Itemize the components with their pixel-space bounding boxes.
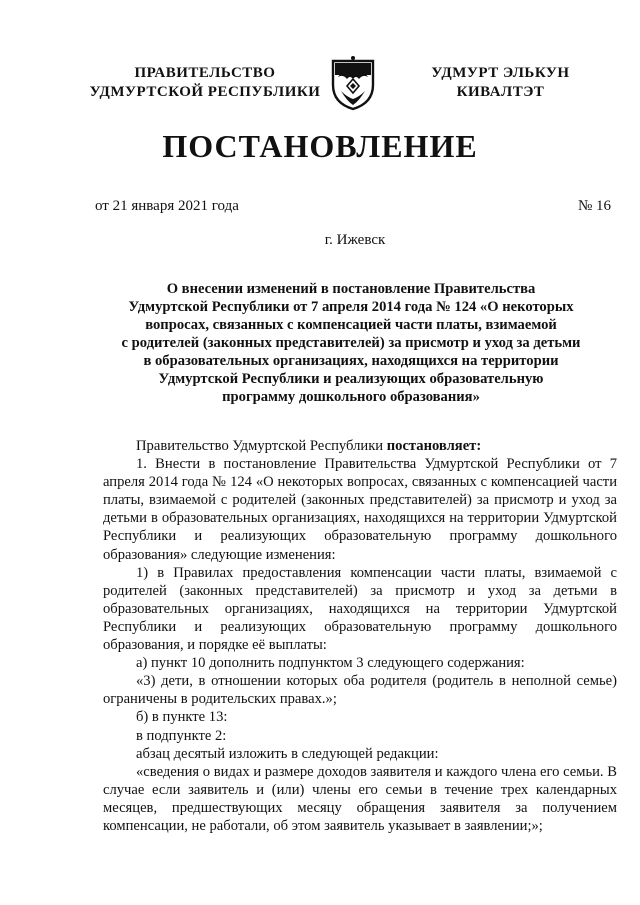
heading-line: в образовательных организациях, находящихся на территории	[143, 353, 559, 369]
heading-line: Удмуртской Республики и реализующих образовательную	[158, 371, 544, 387]
intro-text: Правительство Удмуртской Республики	[136, 438, 387, 454]
paragraph-1: 1. Внести в постановление Правительства Удмуртской Республики от 7 апреля 2014 года № 124 «О некоторых вопросах, связанных с компенсацией части платы, взимаемой с родителей (законных представителей) за присмотр и уход за детьми в образовательных организациях, находящихся на территории Удмуртской Республики и реализующих образовательную программу дошкольного образования» следующие изменения:	[103, 456, 617, 563]
government-name-udmurt-line2: КИВАЛТЭТ	[456, 84, 545, 100]
heading-line: Удмуртской Республики от 7 апреля 2014 года № 124 «О некоторых	[128, 299, 574, 315]
heading-line: вопросах, связанных с компенсацией части платы, взимаемой	[145, 317, 557, 333]
heading-line: с родителей (законных представителей) за присмотр и уход за детьми	[121, 335, 581, 351]
paragraph-3: а) пункт 10 дополнить подпунктом 3 следующего содержания:	[136, 655, 525, 672]
paragraph-7: абзац десятый изложить в следующей редакции:	[136, 745, 439, 762]
paragraph-2: 1) в Правилах предоставления компенсации части платы, взимаемой с родителей (законных представителей) за присмотр и уход за детьми в образовательных организациях, находящихся на территории Удмуртской Республики и реализующих образовательную программу дошкольного образования, и порядке её выплаты:	[103, 564, 617, 654]
paragraph-6: в подпункте 2:	[136, 727, 227, 744]
paragraph-4: «3) дети, в отношении которых оба родителя (родитель в неполной семье) ограничены в родительских правах.»;	[103, 673, 617, 708]
document-date: от 21 января 2021 года	[95, 198, 239, 214]
document-city: г. Ижевск	[324, 232, 386, 248]
government-name-line2: УДМУРТСКОЙ РЕСПУБЛИКИ	[89, 84, 321, 100]
intro-paragraph	[103, 437, 617, 455]
intro-verb: постановляет:	[386, 438, 482, 454]
government-name-udmurt	[408, 64, 593, 102]
heading-line: О внесении изменений в постановление Правительства	[166, 281, 536, 297]
paragraph-8: «сведения о видах и размере доходов заявителя и каждого члена его семьи. В случае если заявитель и (или) члены его семьи в течение трех календарных месяцев, предшествующих месяцу обращения заявителя за получением компенсации, не работали, об этом заявитель указывает в заявлении;»;	[103, 763, 617, 834]
heading-line: программу дошкольного образования»	[222, 389, 480, 405]
government-name-udmurt-line1: УДМУРТ ЭЛЬКУН	[431, 65, 570, 81]
government-name-russian	[80, 64, 330, 102]
document-title: ПОСТАНОВЛЕНИЕ	[162, 128, 478, 164]
document-heading	[95, 280, 607, 406]
udmurt-coat-of-arms-icon	[329, 55, 377, 111]
document-number: № 16	[578, 198, 612, 214]
paragraph-5: б) в пункте 13:	[136, 709, 228, 726]
government-name-line1: ПРАВИТЕЛЬСТВО	[134, 65, 276, 81]
document-body	[103, 437, 617, 835]
